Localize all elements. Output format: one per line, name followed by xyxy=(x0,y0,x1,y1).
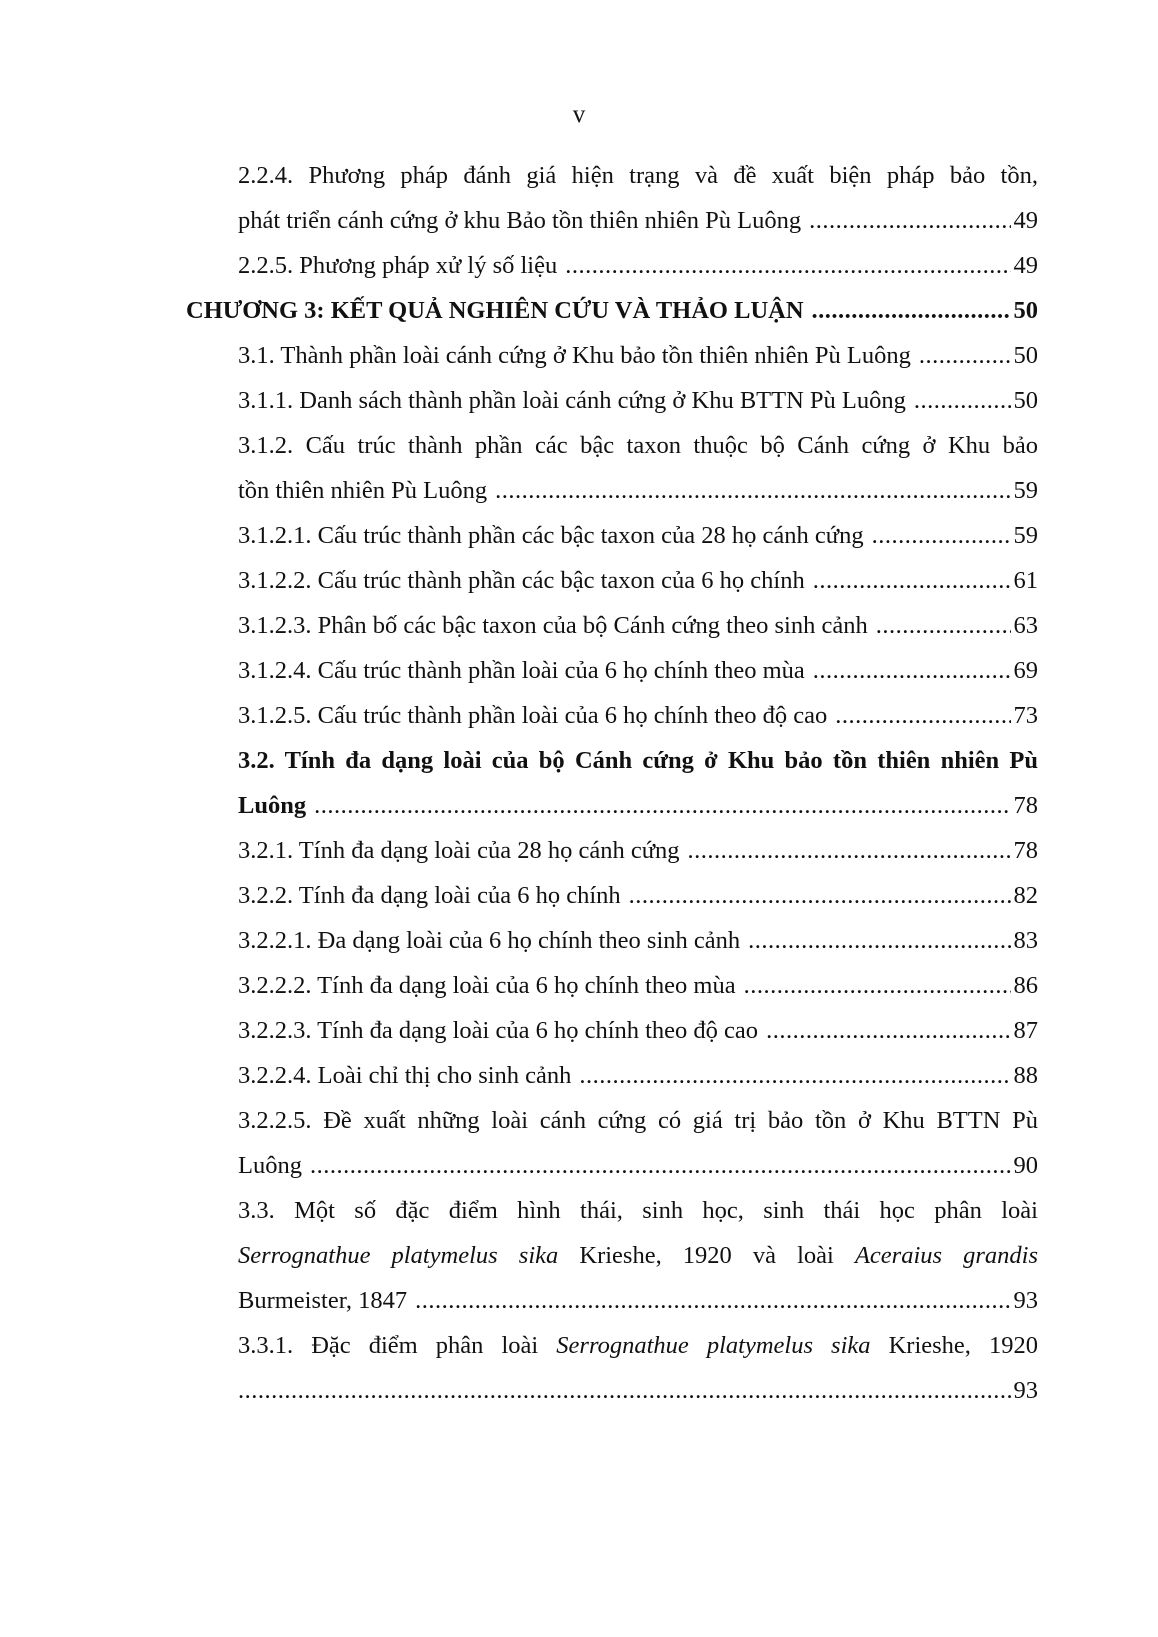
toc-entry-2-2-4[interactable]: phát triển cánh cứng ở khu Bảo tồn thiên nhiên Pù Luông ..... 49 xyxy=(0,198,1158,243)
toc-entry-3-3-line2: Serrognathue platymelus sika Krieshe, 1920 và loài Aceraius grandis xyxy=(238,1242,1039,1269)
toc-entry-3-3[interactable]: Burmeister, 1847 ..... 93 xyxy=(0,1278,1158,1323)
page-ref: 86 xyxy=(1013,972,1038,999)
toc-entry-3-1-2-3[interactable]: 3.1.2.3. Phân bố các bậc taxon của bộ Cánh cứng theo sinh cảnh ..... 63 xyxy=(0,603,1158,648)
page-ref: 59 xyxy=(1013,522,1038,549)
toc-entry-3-2-2-1[interactable]: 3.2.2.1. Đa dạng loài của 6 họ chính theo sinh cảnh ..... 83 xyxy=(0,918,1158,963)
page-ref: 78 xyxy=(1013,837,1038,864)
page-ref: 88 xyxy=(1013,1062,1038,1089)
page-ref: 49 xyxy=(1013,252,1038,279)
page-ref: 83 xyxy=(1013,927,1038,954)
page-ref: 78 xyxy=(1013,792,1038,819)
page-ref: 73 xyxy=(1013,702,1038,729)
page-number: v xyxy=(572,101,586,128)
toc-entry-3-2-1[interactable]: 3.2.1. Tính đa dạng loài của 28 họ cánh cứng ..... 78 xyxy=(0,828,1158,873)
page-ref: 50 xyxy=(1013,342,1038,369)
page-ref: 93 xyxy=(1013,1377,1038,1404)
toc-entry-3-1-2-2[interactable]: 3.1.2.2. Cấu trúc thành phần các bậc taxon của 6 họ chính ..... 61 xyxy=(0,558,1158,603)
toc-entry-3-1-2-5[interactable]: 3.1.2.5. Cấu trúc thành phần loài của 6 họ chính theo độ cao ..... 73 xyxy=(0,693,1158,738)
page-ref: 87 xyxy=(1013,1017,1038,1044)
toc-entry-3-1-2-line1: 3.1.2. Cấu trúc thành phần các bậc taxon thuộc bộ Cánh cứng ở Khu bảo xyxy=(238,432,1038,459)
species-name: Aceraius grandis xyxy=(854,1242,1039,1269)
toc-entry-3-2-2-5[interactable]: Luông ..... 90 xyxy=(0,1143,1158,1188)
page-ref: 59 xyxy=(1013,477,1038,504)
page-ref: 50 xyxy=(1013,387,1038,414)
toc-entry-2-2-5[interactable]: 2.2.5. Phương pháp xử lý số liệu ..... 49 xyxy=(0,243,1158,288)
page-ref: 69 xyxy=(1013,657,1038,684)
species-name: Serrognathue platymelus sika xyxy=(238,1242,559,1269)
page-ref: 90 xyxy=(1013,1152,1038,1179)
toc-chapter-3[interactable]: CHƯƠNG 3: KẾT QUẢ NGHIÊN CỨU VÀ THẢO LUẬN ..... 50 xyxy=(0,288,1158,333)
toc-entry-3-1-2-1[interactable]: 3.1.2.1. Cấu trúc thành phần các bậc taxon của 28 họ cánh cứng ..... 59 xyxy=(0,513,1158,558)
page-ref: 61 xyxy=(1013,567,1038,594)
toc-entry-3-2-2-4[interactable]: 3.2.2.4. Loài chỉ thị cho sinh cảnh ..... 88 xyxy=(0,1053,1158,1098)
toc-entry-3-3-line1: 3.3. Một số đặc điểm hình thái, sinh học, sinh thái học phân loài xyxy=(238,1197,1038,1224)
toc-entry-3-2-2[interactable]: 3.2.2. Tính đa dạng loài của 6 họ chính ..... 82 xyxy=(0,873,1158,918)
page-ref: 93 xyxy=(1013,1287,1038,1314)
toc-entry-3-3-1-line1: 3.3.1. Đặc điểm phân loài Serrognathue platymelus sika Krieshe, 1920 xyxy=(238,1332,1038,1359)
toc-entry-3-2-line1: 3.2. Tính đa dạng loài của bộ Cánh cứng ở Khu bảo tồn thiên nhiên Pù xyxy=(238,747,1038,774)
toc-entry-3-1-2-4[interactable]: 3.1.2.4. Cấu trúc thành phần loài của 6 họ chính theo mùa ..... 69 xyxy=(0,648,1158,693)
page-ref: 82 xyxy=(1013,882,1038,909)
toc-entry-3-2-2-3[interactable]: 3.2.2.3. Tính đa dạng loài của 6 họ chính theo độ cao ..... 87 xyxy=(0,1008,1158,1053)
species-name: Serrognathue platymelus sika xyxy=(556,1332,871,1359)
toc-entry-3-3-1[interactable] xyxy=(0,1368,1158,1413)
toc-entry-3-1-1[interactable]: 3.1.1. Danh sách thành phần loài cánh cứng ở Khu BTTN Pù Luông ..... 50 xyxy=(0,378,1158,423)
page-ref: 50 xyxy=(1013,297,1038,324)
toc-entry-3-1-2[interactable]: tồn thiên nhiên Pù Luông ..... 59 xyxy=(0,468,1158,513)
toc-entry-3-2-2-2[interactable]: 3.2.2.2. Tính đa dạng loài của 6 họ chính theo mùa ..... 86 xyxy=(0,963,1158,1008)
page-ref: 63 xyxy=(1013,612,1038,639)
toc-entry-3-2[interactable]: Luông ..... 78 xyxy=(0,783,1158,828)
toc-entry-3-1[interactable]: 3.1. Thành phần loài cánh cứng ở Khu bảo tồn thiên nhiên Pù Luông ..... 50 xyxy=(0,333,1158,378)
toc-entry-2-2-4-line1: 2.2.4. Phương pháp đánh giá hiện trạng và đề xuất biện pháp bảo tồn, xyxy=(238,162,1038,189)
page-ref: 49 xyxy=(1013,207,1038,234)
table-of-contents xyxy=(0,153,1158,1413)
toc-entry-3-2-2-5-line1: 3.2.2.5. Đề xuất những loài cánh cứng có giá trị bảo tồn ở Khu BTTN Pù xyxy=(238,1107,1038,1134)
